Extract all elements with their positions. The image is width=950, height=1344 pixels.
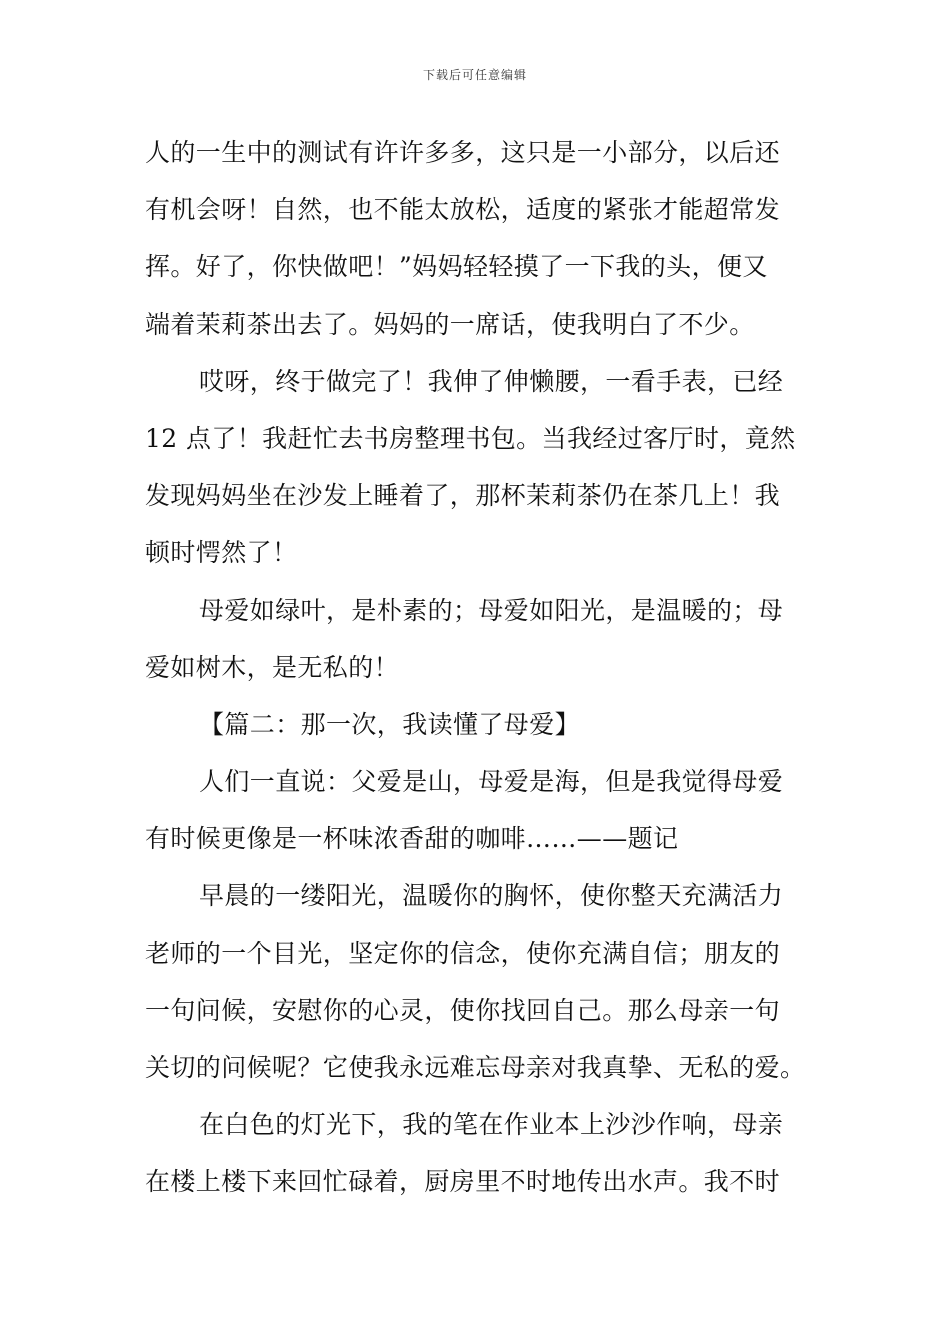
header-note: 下载后可任意编辑 <box>422 68 527 82</box>
text-line: 发现妈妈坐在沙发上睡着了，那杯茉莉茶仍在茶几上！我 <box>145 481 781 511</box>
article-body <box>145 124 810 1211</box>
text-line: 有时候更像是一杯味浓香甜的咖啡……——题记 <box>145 824 679 854</box>
text-line: 有机会呀！自然，也不能太放松，适度的紧张才能超常发 <box>145 195 781 225</box>
text-line: 人的一生中的测试有许许多多，这只是一小部分，以后还 <box>145 138 781 167</box>
text-line: 老师的一个目光，坚定你的信念，使你充满自信；朋友的 <box>145 938 781 968</box>
paragraph-start-line: 人们一直说：父爱是山，母爱是海，但是我觉得母爱 <box>199 767 784 797</box>
text-line: 端着茉莉茶出去了。妈妈的一席话，使我明白了不少。 <box>145 309 755 339</box>
paragraph-start-line: 早晨的一缕阳光，温暖你的胸怀，使你整天充满活力 <box>199 881 784 911</box>
text-line: 爱如树木，是无私的！ <box>145 652 400 682</box>
paragraph-start-line: 哎呀，终于做完了！我伸了伸懒腰，一看手表，已经 <box>199 366 784 396</box>
paragraph-start-line: 母爱如绿叶，是朴素的；母爱如阳光，是温暖的；母 <box>199 595 784 625</box>
section-heading: 【篇二：那一次，我读懂了母爱】 <box>199 709 581 739</box>
text-line: 挥。好了，你快做吧！”妈妈轻轻摸了一下我的头，便又 <box>145 252 768 282</box>
text-line: 关切的问候呢？它使我永远难忘母亲对我真挚、无私的爱。 <box>145 1053 806 1082</box>
paragraph-start-line: 在白色的灯光下，我的笔在作业本上沙沙作响，母亲 <box>199 1110 784 1140</box>
text-line: 在楼上楼下来回忙碌着，厨房里不时地传出水声。我不时 <box>145 1167 781 1197</box>
text-line: 顿时愕然了！ <box>145 538 298 568</box>
text-line: 12 点了！我赶忙去书房整理书包。当我经过客厅时，竟然 <box>145 423 796 453</box>
text-line: 一句问候，安慰你的心灵，使你找回自己。那么母亲一句 <box>145 995 781 1025</box>
